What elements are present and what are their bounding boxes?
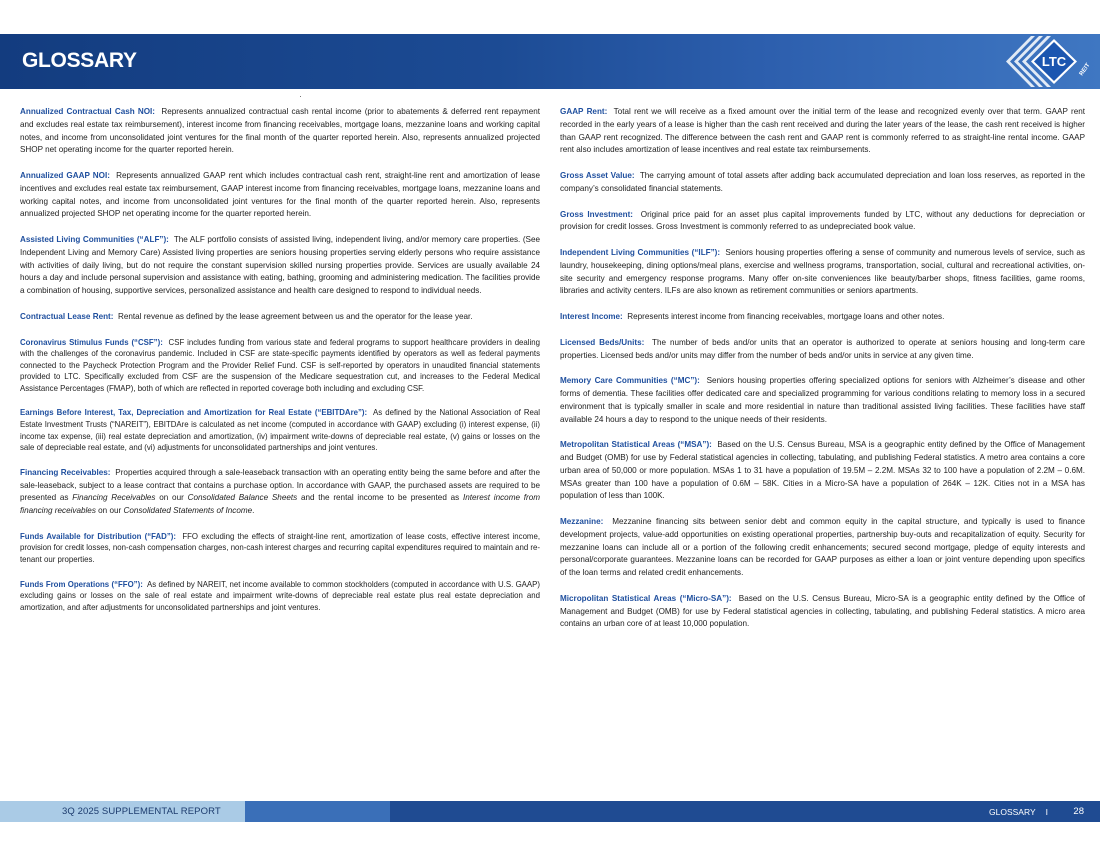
glossary-entry bbox=[20, 311, 540, 324]
logo-text: LTC bbox=[1041, 54, 1067, 69]
glossary-term: Independent Living Communities (“ILF”): bbox=[560, 248, 721, 257]
stray-mark bbox=[300, 96, 301, 97]
glossary-definition: Seniors housing properties offering a sense of community and numerous levels of service, such as laundry, housekeeping, dining options/meal plans, exercise and wellness programs, transportation, social, cultural and recreational activities, on-site security and emergency response programs. Many offer on-site conveniences like beauty/barber shops, fitness facilities, game rooms, libraries and activity centers. ILFs are also known as retirement communities or seniors apartments. bbox=[560, 248, 1085, 296]
glossary-term: Annualized GAAP NOI: bbox=[20, 171, 110, 180]
glossary-definition: The number of beds and/or units that an operator is authorized to operate at seniors housing and long-term care properties. Licensed beds and/or units may differ from the number of beds and/or units in service at any given time. bbox=[560, 337, 1085, 360]
glossary-definition: Mezzanine financing sits between senior debt and common equity in the capital structure, and typically is used to finance development projects, value-add opportunities on existing operational properties, partnership buy-outs and recapitalization of equity. Security for mezzanine loans can include all or a portion of the following credit enhancements; secured second mortgage, pledge of equity interests and personal/corporate guarantees. Mezzanine loans can be recorded for GAAP purposes as either a loan or joint venture depending upon specifics of the loan terms and related credit enhancements. bbox=[560, 517, 1086, 577]
glossary-definition: FFO excluding the effects of straight-line rent, amortization of lease costs, effective interest income, provision for credit losses, non-cash compensation charges, non-cash interest charges and recurring capital expenditures required to maintain and re-tenant our properties. bbox=[20, 531, 541, 565]
glossary-term: Funds From Operations (“FFO”): bbox=[20, 579, 143, 589]
glossary-entry bbox=[560, 209, 1085, 235]
glossary-entry bbox=[560, 516, 1085, 580]
glossary-entry bbox=[20, 170, 540, 221]
glossary-term: Coronavirus Stimulus Funds (“CSF”): bbox=[20, 337, 163, 347]
report-label: 3Q 2025 SUPPLEMENTAL REPORT bbox=[62, 806, 221, 817]
glossary-entry bbox=[20, 106, 540, 157]
page-title: GLOSSARY bbox=[22, 49, 137, 72]
footer-section bbox=[989, 807, 1058, 817]
glossary-entry bbox=[560, 170, 1085, 196]
glossary-definition: The carrying amount of total assets after adding back accumulated depreciation and loan loss reserves, as reported in the company’s consolidated financial statements. bbox=[560, 171, 1086, 193]
glossary-term: Memory Care Communities (“MC”): bbox=[560, 376, 700, 386]
page-header bbox=[0, 34, 1100, 89]
glossary-entry bbox=[560, 106, 1085, 157]
glossary-entry bbox=[20, 467, 540, 518]
glossary-term: Interest Income: bbox=[560, 312, 623, 321]
glossary-entry bbox=[560, 593, 1085, 631]
glossary-term: GAAP Rent: bbox=[560, 107, 608, 116]
glossary-term: Micropolitan Statistical Areas (“Micro-SA”): bbox=[560, 593, 732, 603]
section-label: GLOSSARY bbox=[989, 807, 1036, 817]
footer-separator: I bbox=[1045, 807, 1048, 817]
glossary-definition: Rental revenue as defined by the lease agreement between us and the operator for the lease year. bbox=[117, 311, 473, 321]
glossary-definition: Represents annualized contractual cash rental income (prior to abatements & deferred rent repayment and excludes real estate tax reimbursement), interest income from financing receivables, mortgage loans, mezzanine loans and working capital notes, and income from unconsolidated joint ventures for the final month of the quarter reported herein. Also, represents annualized projected SHOP net operating income for the quarter reported herein. bbox=[20, 107, 540, 155]
glossary-definition: Based on the U.S. Census Bureau, Micro-SA is a geographic entity defined by the Office of Management and Budget (OMB) for use by Federal statistical agencies in collecting, tabulating, and publishing Federal statistics. A micro area contains an urban core of at least 10,000 population. bbox=[560, 593, 1085, 629]
glossary-term: Gross Investment: bbox=[560, 209, 633, 219]
glossary-term: Financing Receivables: bbox=[20, 467, 111, 477]
glossary-definition: Properties acquired through a sale-leaseback transaction with an operating entity being the same before and after the sale-leaseback, subject to a lease contract that contains a purchase option. In accordance with GAAP, the purchased assets are required to be presented as Financing Receivables on our Consolidated Balance Sheets and the rental income to be presented as Interest income from financing receivables on our Consolidated Statements of Income. bbox=[20, 467, 541, 516]
glossary-term: Contractual Lease Rent: bbox=[20, 311, 114, 321]
glossary-term: Gross Asset Value: bbox=[560, 171, 635, 180]
glossary-term: Metropolitan Statistical Areas (“MSA”): bbox=[560, 440, 712, 450]
glossary-entry bbox=[560, 375, 1085, 426]
glossary-entry bbox=[560, 439, 1085, 503]
page-number: 28 bbox=[1073, 806, 1084, 817]
glossary-entry bbox=[20, 579, 540, 614]
glossary-entry bbox=[560, 337, 1085, 363]
glossary-definition: Total rent we will receive as a fixed amount over the initial term of the lease and recognized evenly over that term. GAAP rent recorded in the early years of a lease is higher than the cash rent received and during the later years of the lease, the cash rent received is higher than GAAP rent recognized. The difference between the cash rent and GAAP rent is commonly referred to as straight-line rental income. GAAP rent also includes amortization of lease incentives and real estate tax reimbursements. bbox=[560, 107, 1085, 155]
glossary-term: Assisted Living Communities (“ALF”): bbox=[20, 235, 169, 244]
page-footer bbox=[0, 801, 1100, 822]
ltc-reit-logo bbox=[998, 34, 1098, 89]
glossary-entry bbox=[560, 247, 1085, 298]
footer-band-mid bbox=[245, 801, 390, 822]
glossary-term: Licensed Beds/Units: bbox=[560, 337, 645, 347]
glossary-entry bbox=[20, 407, 540, 453]
glossary-definition: Seniors housing properties offering specialized options for seniors with Alzheimer’s disease and other forms of dementia. These facilities offer dedicated care and specialized programming for various conditions relating to memory loss in a secured environment that is typically smaller in scale and more residential in nature than traditional assisted living facilities. These facilities have staff available 24 hours a day to respond to the unique needs of their residents. bbox=[560, 376, 1085, 424]
glossary-term: Mezzanine: bbox=[560, 517, 604, 526]
logo-subtext: REIT bbox=[1078, 62, 1092, 78]
glossary-entry bbox=[20, 531, 540, 566]
glossary-left-column bbox=[20, 106, 540, 626]
glossary-definition: As defined by the National Association of Real Estate Investment Trusts (“NAREIT”), EBITDAre is calculated as net income (computed in accordance with GAAP) excluding (i) interest expense, (ii) income tax expense, (iii) real estate depreciation and amortization, (iv) impairment write-downs of depreciable real estate, (v) gains or losses on the sale of depreciable real estate, and (vi) adjustments for unconsolidated partnerships and joint ventures. bbox=[20, 408, 540, 453]
glossary-definition: The ALF portfolio consists of assisted living, independent living, and/or memory care properties. (See Independent Living and Memory Care) Assisted living properties are seniors housing properties serving elderly persons who require assistance with activities of daily living, but do not require the constant supervision skilled nursing properties provide. Services are usually available 24 hours a day and include personal supervision and assistance with eating, bathing, grooming and administering medication. The facilities provide a combination of housing, supportive services, personalized assistance and health care designed to respond to individual needs. bbox=[20, 235, 540, 295]
glossary-entry bbox=[20, 234, 540, 298]
glossary-definition: CSF includes funding from various state and federal programs to support healthcare providers in dealing with the challenges of the coronavirus pandemic. Included in CSF are state-specific payments identified by operators as well as federal payments connected to the Paycheck Protection Program and the Provider Relief Fund. CSF is self-reported by operators in unaudited financial statements provided to LTC. Specifically excluded from CSF are the suspension of the Medicare sequestration cut, and increases to the Federal Medical Assistance Percentages (FMAP), both of which are reflected in reported coverage both including and excluding CSF. bbox=[20, 337, 540, 393]
glossary-definition: Based on the U.S. Census Bureau, MSA is a geographic entity defined by the Office of Management and Budget (OMB) for use by Federal statistical agencies in collecting, tabulating, and publishing Federal statistics. A metro area contains a core urban area of 50,000 or more population. MSAs 1 to 31 have a population of 19.5M – 2.2M. MSAs 32 to 100 have a population of 2.2M – 0.6M. MSAs greater than 100 have a population of 0.6M – 58K. Cities in a Micro-SA have a population of 264K – 12K. Cities not in a MSA has population of less than 100K. bbox=[560, 440, 1086, 501]
glossary-definition: As defined by NAREIT, net income available to common stockholders (computed in accordance with U.S. GAAP) excluding gains or losses on the sale of real estate and impairment write-downs of depreciable real estate plus real estate depreciation and amortization, and after adjustments for unconsolidated partnerships and joint ventures. bbox=[20, 579, 540, 612]
glossary-right-column bbox=[560, 106, 1085, 644]
glossary-definition: Original price paid for an asset plus capital improvements funded by LTC, without any deductions for depreciation or provision for credit losses. Gross Investment is commonly referred to as undepreciated book value. bbox=[560, 209, 1085, 232]
glossary-definition: Represents annualized GAAP rent which includes contractual cash rent, straight-line rent and amortization of lease incentives and excludes real estate tax reimbursement, GAAP interest income from financing receivables, mortgage loans, mezzanine loans and working capital notes, and income from unconsolidated joint ventures for the final month of the quarter reported herein. Also, represents annualized projected SHOP net operating income for the quarter reported herein. bbox=[20, 171, 541, 219]
glossary-term: Funds Available for Distribution (“FAD”): bbox=[20, 531, 176, 541]
glossary-definition: Represents interest income from financing receivables, mortgage loans and other notes. bbox=[627, 312, 945, 321]
glossary-entry bbox=[20, 337, 540, 395]
glossary-term: Annualized Contractual Cash NOI: bbox=[20, 107, 156, 116]
glossary-entry bbox=[560, 311, 1085, 324]
glossary-term: Earnings Before Interest, Tax, Depreciation and Amortization for Real Estate (“EBITDAre”): bbox=[20, 408, 368, 418]
